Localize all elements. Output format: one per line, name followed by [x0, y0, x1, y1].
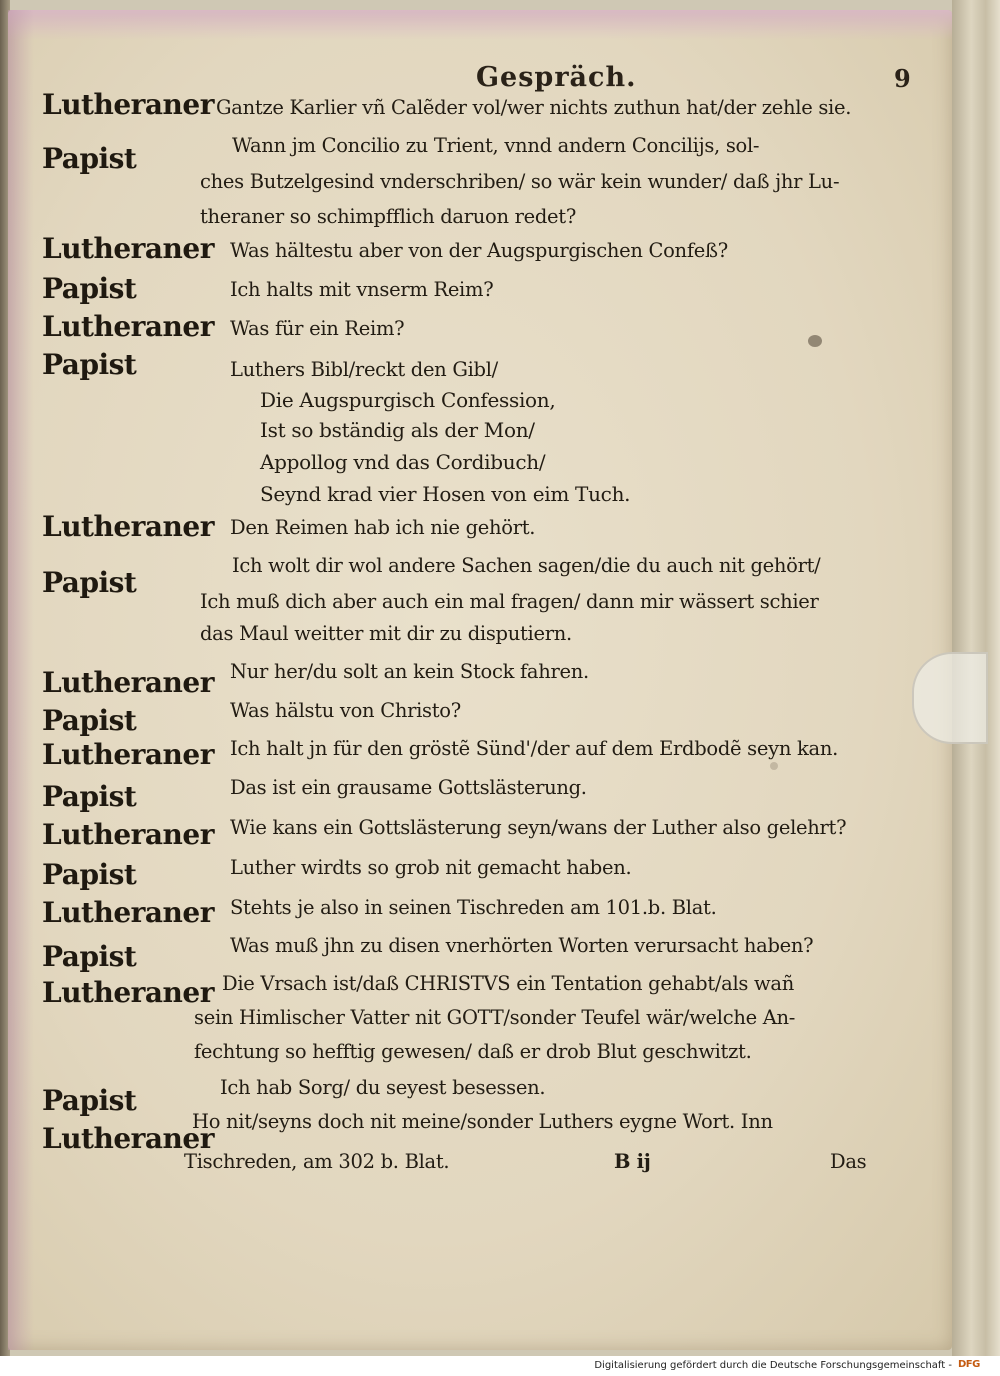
speaker-label: Papist	[42, 1084, 137, 1117]
speaker-label: Papist	[42, 940, 137, 973]
speaker-label: Lutheraner	[42, 232, 214, 265]
paper-page	[8, 10, 952, 1350]
dialogue-line: Ich hab Sorg/ du seyest besessen.	[220, 1076, 546, 1099]
signature-mark: B ij	[614, 1150, 651, 1173]
dialogue-line: das Maul weitter mit dir zu disputiern.	[200, 622, 572, 645]
dialogue-line: Wann jm Concilio zu Trient, vnnd andern Concilijs, sol-	[232, 134, 760, 157]
dialogue-line: Nur her/du solt an kein Stock fahren.	[230, 660, 589, 683]
dialogue-line: theraner so schimpfflich daruon redet?	[200, 205, 576, 228]
dialogue-line: sein Himlischer Vatter nit GOTT/sonder Teufel wär/welche An-	[194, 1006, 796, 1029]
dialogue-line: Stehts je also in seinen Tischreden am 101.b. Blat.	[230, 896, 717, 919]
speaker-label: Papist	[42, 142, 137, 175]
speaker-label: Papist	[42, 272, 137, 305]
dialogue-line: Was hältestu aber von der Augspurgischen Confeß?	[230, 239, 728, 262]
dialogue-line: Was muß jhn zu disen vnerhörten Worten verursacht haben?	[230, 934, 814, 957]
speaker-label: Lutheraner	[42, 976, 214, 1009]
verse-line: Appollog vnd das Cordibuch/	[260, 450, 546, 474]
speaker-label: Lutheraner	[42, 896, 214, 929]
speaker-label: Papist	[42, 566, 137, 599]
dialogue-line: Das ist ein grausame Gottslästerung.	[230, 776, 587, 799]
speaker-label: Lutheraner	[42, 666, 214, 699]
dialogue-line: Luther wirdts so grob nit gemacht haben.	[230, 856, 632, 879]
dialogue-line: Ich halts mit vnserm Reim?	[230, 278, 494, 301]
speaker-label: Papist	[42, 858, 137, 891]
dialogue-line: ches Butzelgesind vnderschriben/ so wär kein wunder/ daß jhr Lu-	[200, 170, 840, 193]
dfg-logo: DFG	[958, 1359, 980, 1370]
dialogue-line: Die Vrsach ist/daß CHRISTVS ein Tentation gehabt/als wañ	[222, 972, 795, 995]
verse-line: Ist so bständig als der Mon/	[260, 418, 535, 442]
footer-reference: Tischreden, am 302 b. Blat.	[184, 1150, 450, 1173]
ink-stain	[770, 762, 778, 770]
dialogue-line: Ho nit/seyns doch nit meine/sonder Luthers eygne Wort. Inn	[192, 1110, 773, 1133]
speaker-label: Lutheraner	[42, 1122, 214, 1155]
dialogue-line: fechtung so hefftig gewesen/ daß er drob Blut geschwitzt.	[194, 1040, 752, 1063]
speaker-label: Lutheraner	[42, 310, 214, 343]
page-number: 9	[894, 64, 911, 93]
dialogue-line: Was hälstu von Christo?	[230, 699, 461, 722]
page-clip	[912, 652, 988, 744]
dialogue-line: Gantze Karlier vñ Calẽder vol/wer nichts zuthun hat/der zehle sie.	[216, 96, 852, 119]
verse-line: Die Augspurgisch Confession,	[260, 388, 556, 412]
dialogue-line: Den Reimen hab ich nie gehört.	[230, 516, 536, 539]
verse-line: Seynd krad vier Hosen von eim Tuch.	[260, 482, 631, 506]
digitization-credit: Digitalisierung gefördert durch die Deutsche Forschungsgemeinschaft -	[594, 1360, 952, 1371]
speaker-label: Lutheraner	[42, 88, 214, 121]
speaker-label: Papist	[42, 780, 137, 813]
dialogue-line: Was für ein Reim?	[230, 317, 405, 340]
dialogue-line: Luthers Bibl/reckt den Gibl/	[230, 358, 498, 381]
speaker-label: Lutheraner	[42, 738, 214, 771]
dialogue-line: Ich muß dich aber auch ein mal fragen/ dann mir wässert schier	[200, 590, 819, 613]
speaker-label: Lutheraner	[42, 818, 214, 851]
dialogue-line: Ich wolt dir wol andere Sachen sagen/die du auch nit gehört/	[232, 554, 821, 577]
speaker-label: Papist	[42, 348, 137, 381]
dialogue-line: Ich halt jn für den gröstẽ Sünd'/der auf dem Erdbodẽ seyn kan.	[230, 737, 838, 760]
speaker-label: Lutheraner	[42, 510, 214, 543]
speaker-label: Papist	[42, 704, 137, 737]
catchword: Das	[830, 1150, 867, 1173]
ink-stain	[808, 335, 822, 347]
running-header-title: Gespräch.	[476, 62, 637, 93]
dialogue-line: Wie kans ein Gottslästerung seyn/wans der Luther also gelehrt?	[230, 816, 847, 839]
